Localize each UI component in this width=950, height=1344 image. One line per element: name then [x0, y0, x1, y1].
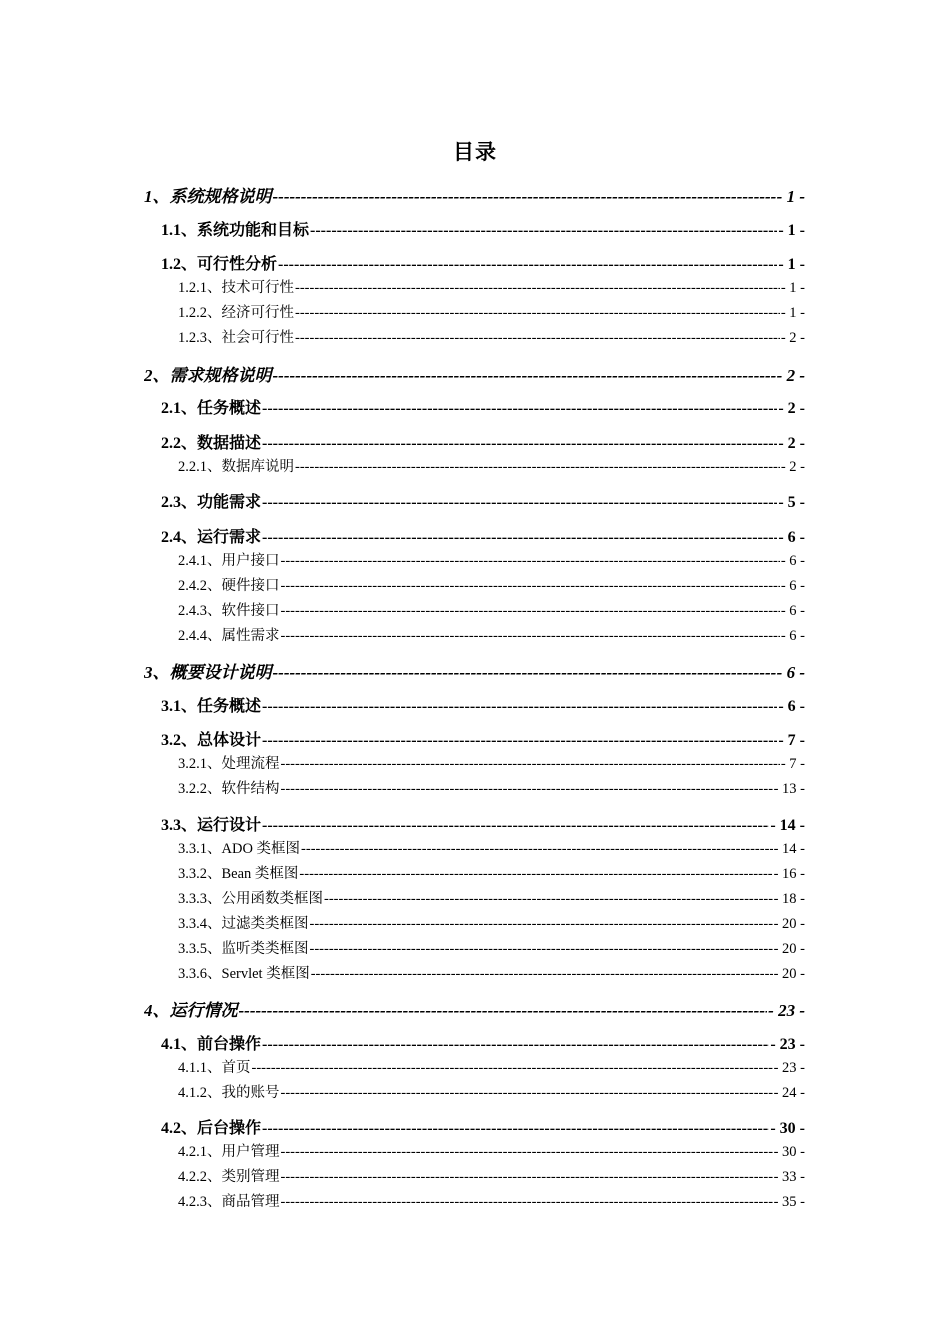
toc-entry-label: 2.4.2、硬件接口 — [178, 577, 280, 594]
dot-leader — [299, 866, 772, 883]
toc-entry-label: 4.2.2、类别管理 — [178, 1169, 280, 1185]
toc-entry-level-3[interactable] — [178, 1081, 805, 1102]
toc-entry-page-number: - 1 - — [778, 256, 805, 273]
toc-entry-label: 4、运行情况 — [144, 1001, 238, 1020]
dot-leader — [295, 330, 780, 347]
toc-entry-label: 4.2.3、商品管理 — [178, 1194, 280, 1210]
toc-entry-label: 3.3.5、监听类类框图 — [178, 940, 309, 957]
toc-entry-label: 3.3、运行设计 — [161, 816, 262, 834]
toc-entry-page-number: - 2 - — [778, 400, 805, 417]
dot-leader — [324, 891, 773, 908]
dot-leader — [262, 698, 777, 716]
dot-leader — [281, 756, 780, 773]
toc-entry-page-number: - 24 - — [773, 1084, 805, 1101]
dot-leader — [262, 529, 777, 547]
toc-entry-page-number: - 6 - — [778, 528, 805, 546]
toc-entry-page-number: - 1 - — [780, 305, 805, 321]
toc-entry-page-number: - 20 - — [773, 915, 805, 932]
dot-leader — [239, 1001, 768, 1021]
toc-entry-level-2[interactable] — [161, 1031, 805, 1054]
toc-entry-label: 2.4.4、属性需求 — [178, 627, 280, 644]
dot-leader — [262, 817, 769, 835]
toc-entry-level-3[interactable] — [178, 1190, 805, 1211]
toc-entry-level-3[interactable] — [178, 937, 805, 958]
toc-entry-page-number: - 20 - — [773, 940, 805, 957]
toc-entry-page-number: - 2 - — [776, 365, 805, 385]
dot-leader — [278, 256, 777, 274]
toc-entry-page-number: - 23 - — [768, 1001, 805, 1020]
toc-entry-page-number: - 6 - — [780, 602, 805, 619]
toc-entry-page-number: - 1 - — [780, 280, 805, 296]
toc-entry-page-number: - 2 - — [780, 458, 805, 475]
toc-entry-label: 4.2、后台操作 — [161, 1120, 262, 1137]
toc-entry-label: 4.1.1、首页 — [178, 1059, 251, 1076]
toc-entry-level-3[interactable] — [178, 301, 805, 322]
dot-leader — [281, 1144, 773, 1161]
toc-entry-page-number: - 2 - — [780, 330, 805, 346]
toc-entry-label: 1.2.2、经济可行性 — [178, 305, 294, 321]
toc-entry-level-3[interactable] — [178, 1140, 805, 1161]
toc-entry-page-number: - 35 - — [773, 1194, 805, 1210]
toc-entry-page-number: - 14 - — [773, 840, 805, 857]
toc-entry-label: 2.4.1、用户接口 — [178, 552, 280, 569]
toc-entry-label: 2.4.3、软件接口 — [178, 602, 280, 619]
dot-leader — [281, 1085, 773, 1102]
toc-entry-label: 3.2.2、软件结构 — [178, 781, 280, 797]
toc-entry-label: 3.3.6、Servlet 类框图 — [178, 965, 310, 982]
toc-entry-page-number: - 30 - — [773, 1144, 805, 1160]
toc-entry-level-2[interactable] — [161, 489, 805, 512]
toc-entry-level-3[interactable] — [178, 1165, 805, 1186]
toc-entry-label: 1.2.3、社会可行性 — [178, 330, 294, 346]
toc-entry-label: 4.2.1、用户管理 — [178, 1144, 280, 1160]
toc-entry-page-number: - 23 - — [773, 1059, 805, 1076]
dot-leader — [310, 916, 773, 933]
dot-leader — [281, 1194, 773, 1211]
dot-leader — [310, 941, 773, 958]
toc-entry-page-number: - 1 - — [776, 187, 805, 206]
toc-entry-level-3[interactable] — [178, 276, 805, 297]
toc-entry-page-number: - 6 - — [780, 627, 805, 644]
toc-entry-level-3[interactable] — [178, 574, 805, 595]
toc-entry-level-2[interactable] — [161, 812, 805, 835]
dot-leader — [262, 400, 777, 418]
toc-entry-level-2[interactable] — [161, 217, 805, 240]
toc-entry-page-number: - 7 - — [778, 732, 805, 749]
toc-entry-label: 3.1、任务概述 — [161, 697, 262, 715]
toc-entry-level-3[interactable] — [178, 777, 805, 798]
toc-entry-level-3[interactable] — [178, 962, 805, 983]
toc-entry-label: 2.4、运行需求 — [161, 528, 262, 546]
toc-entry-level-3[interactable] — [178, 887, 805, 908]
toc-entry-label: 4.1、前台操作 — [161, 1035, 262, 1053]
toc-entry-label: 1.1、系统功能和目标 — [161, 221, 310, 239]
toc-title: 目录 — [453, 140, 497, 164]
toc-entry-page-number: - 6 - — [776, 663, 805, 682]
dot-leader — [281, 578, 780, 595]
dot-leader — [281, 1169, 773, 1186]
toc-entry-label: 3.3.1、ADO 类框图 — [178, 840, 301, 857]
toc-entry-page-number: - 23 - — [770, 1035, 805, 1053]
toc-entry-page-number: - 18 - — [773, 890, 805, 907]
toc-entry-level-2[interactable] — [161, 395, 805, 418]
toc-entry-label: 3.2、总体设计 — [161, 732, 262, 749]
toc-entry-label: 3.3.3、公用函数类框图 — [178, 890, 323, 907]
toc-entry-level-3[interactable] — [178, 837, 805, 858]
toc-entry-label: 2.3、功能需求 — [161, 494, 262, 511]
dot-leader — [301, 841, 773, 858]
toc-entry-page-number: - 33 - — [773, 1169, 805, 1185]
toc-entry-label: 1.2、可行性分析 — [161, 256, 278, 273]
dot-leader — [273, 187, 776, 207]
toc-entry-page-number: - 5 - — [778, 494, 805, 511]
dot-leader — [273, 663, 776, 683]
toc-entry-level-2[interactable] — [161, 430, 805, 453]
dot-leader — [281, 553, 780, 570]
dot-leader — [295, 459, 780, 476]
toc-entry-page-number: - 6 - — [778, 697, 805, 715]
toc-entry-level-3[interactable] — [178, 624, 805, 645]
toc-entry-level-3[interactable] — [178, 862, 805, 883]
toc-entry-page-number: - 30 - — [770, 1120, 805, 1137]
toc-entry-page-number: - 16 - — [773, 865, 805, 882]
toc-entry-page-number: - 6 - — [780, 577, 805, 594]
toc-entry-label: 1、系统规格说明 — [144, 187, 272, 206]
toc-entry-level-1[interactable] — [144, 996, 805, 1021]
dot-leader — [252, 1060, 773, 1077]
toc-entry-level-2[interactable] — [161, 693, 805, 716]
toc-entry-level-1[interactable] — [144, 658, 805, 683]
toc-entry-page-number: - 20 - — [773, 965, 805, 982]
dot-leader — [311, 966, 773, 983]
dot-leader — [262, 1120, 769, 1138]
toc-entry-level-2[interactable] — [161, 1115, 805, 1138]
dot-leader — [281, 628, 780, 645]
toc-entry-page-number: - 13 - — [773, 781, 805, 797]
dot-leader — [262, 732, 777, 750]
dot-leader — [262, 1036, 769, 1054]
toc-entry-label: 3.3.4、过滤类类框图 — [178, 915, 309, 932]
dot-leader — [262, 435, 777, 453]
dot-leader — [262, 494, 777, 512]
toc-entry-level-3[interactable] — [178, 1056, 805, 1077]
toc-entry-page-number: - 14 - — [770, 816, 805, 834]
toc-entry-level-2[interactable] — [161, 251, 805, 274]
toc-entry-page-number: - 7 - — [780, 756, 805, 772]
toc-entry-label: 1.2.1、技术可行性 — [178, 280, 294, 296]
dot-leader — [295, 280, 780, 297]
toc-entry-level-3[interactable] — [178, 455, 805, 476]
toc-entry-level-1[interactable] — [144, 182, 805, 207]
toc-entry-label: 4.1.2、我的账号 — [178, 1084, 280, 1101]
toc-entry-level-2[interactable] — [161, 727, 805, 750]
toc-entry-level-3[interactable] — [178, 912, 805, 933]
toc-entry-level-3[interactable] — [178, 549, 805, 570]
dot-leader — [281, 781, 773, 798]
dot-leader — [295, 305, 780, 322]
toc-entry-label: 3、概要设计说明 — [144, 663, 272, 682]
toc-entry-page-number: - 2 - — [778, 434, 805, 452]
toc-entry-label: 2.2、数据描述 — [161, 434, 262, 452]
toc-entry-label: 2、需求规格说明 — [144, 365, 272, 385]
toc-entry-level-1[interactable] — [144, 361, 805, 386]
toc-entry-page-number: - 1 - — [778, 221, 805, 239]
toc-entry-level-3[interactable] — [178, 752, 805, 773]
toc-entry-label: 3.2.1、处理流程 — [178, 756, 280, 772]
dot-leader — [273, 366, 776, 386]
dot-leader — [281, 603, 780, 620]
toc-entry-level-2[interactable] — [161, 524, 805, 547]
toc-entry-label: 3.3.2、Bean 类框图 — [178, 865, 299, 882]
toc-entry-label: 2.1、任务概述 — [161, 400, 262, 417]
toc-entry-level-3[interactable] — [178, 599, 805, 620]
dot-leader — [310, 222, 777, 240]
toc-entry-label: 2.2.1、数据库说明 — [178, 458, 294, 475]
toc-entry-level-3[interactable] — [178, 326, 805, 347]
toc-entry-page-number: - 6 - — [780, 552, 805, 569]
